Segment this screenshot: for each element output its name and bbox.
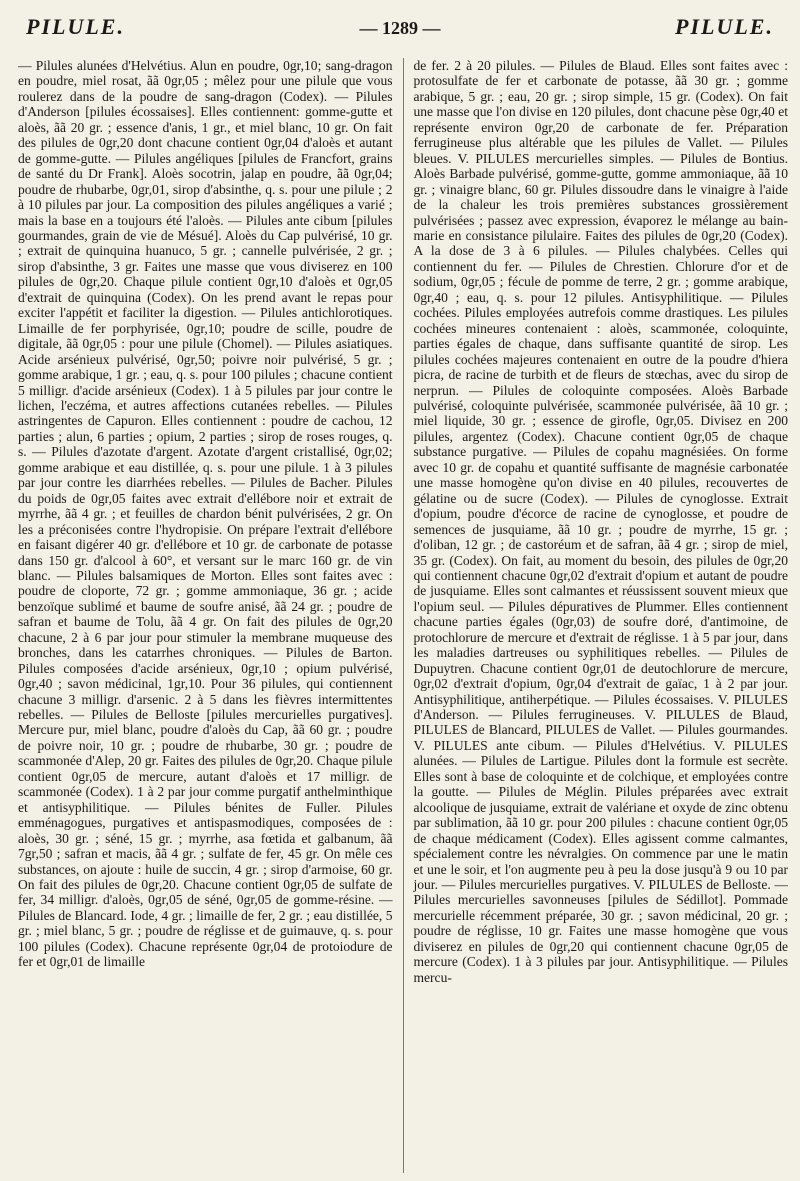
running-header <box>26 14 774 44</box>
left-column <box>18 58 403 1173</box>
right-column <box>403 58 789 1173</box>
page-number: — 1289 — <box>359 18 441 38</box>
header-right-word: PILULE. <box>675 14 774 39</box>
right-column-text: de fer. 2 à 20 pilules. — Pilules de Blaud. Elles sont faites avec : protosulfate de fer et carbonate de potasse, ãã 30 gr. ; gomme arabique, 5 gr. ; eau, 20 gr. ; sirop simple, 15 gr. (Codex). On fait une masse que l'on divise en 120 pilules, dont chacune pèse 0gr,40 et représente environ 0gr,20 de carbonate de fer. Préparation ferrugineuse plus altérable que les pilules de Vallet. — Pilules bleues. V. PILULES mercurielles simples. — Pilules de Bontius. Aloès Barbade pulvérisé, gomme-gutte, gomme ammoniaque, ãã 10 gr. ; vinaigre blanc, 60 gr. Pilules dissoudre dans le vinaigre à l'aide de la chaleur les trois premières substances grossièrement pulvérisées ; passez avec expression, évaporez le mélange au bain-marie en consistance pilulaire. Faites des pilules de 0gr,20 (Codex). A la dose de 3 à 6 pilules. — Pilules chalybées. Celles qui contiennent du fer. — Pilules de Chrestien. Chlorure d'or et de sodium, 0gr,05 ; fécule de pomme de terre, 2 gr. ; gomme arabique, 0gr,40 ; eau, q. s. pour 12 pilules. Antisyphilitique. — Pilules cochées. Pilules employées autrefois comme drastiques. Les pilules cochées mineures contenaient : aloès, scammonée, coloquinte, parties égales de chaque, dans suffisante quantité de sirop. Les pilules cochées majeures contenaient en outre de la poudre d'hiera picra, de racine de turbith et de fleurs de stœchas, avec du sirop de nerprun. — Pilules de coloquinte composées. Aloès Barbade pulvérisé, coloquinte pulvérisée, scammonée pulvérisée, ãã 10 gr. ; miel liquide, 30 gr. ; essence de girofle, 0gr,05. Divisez en 200 pilules, argentez (Codex). Chacune contient 0gr,05 de chaque substance purgative. — Pilules de copahu magnésiées. On forme avec 10 gr. de copahu et quantité suffisante de magnésie carbonatée une masse homogène qu'on divise en 40 pilules, recouvertes de gélatine ou de sucre (Codex). — Pilules de cynoglosse. Extrait d'opium, poudre d'écorce de racine de cynoglosse, et poudre de semences de jusquiame, ãã 10 gr. ; poudre de myrrhe, 15 gr. ; d'oliban, 12 gr. ; de castoréum et de safran, ãã 4 gr. ; sirop de miel, 35 gr. (Codex). On fait, au moment du besoin, des pilules de 0gr,20 qui contiennent chacune 0gr,02 d'extrait d'opium et autant de poudre de jusquiame. Elles sont calmantes et réussissent souvent mieux que l'opium seul. — Pilules dépuratives de Plummer. Elles contiennent chacune parties égales (0gr,03) de soufre doré, d'antimoine, de protochlorure de mercure et d'extrait de réglisse. 1 à 5 par jour, dans les maladies dartreuses ou syphilitiques rebelles. — Pilules de Dupuytren. Chacune contient 0gr,01 de deutochlorure de mercure, 0gr,02 d'extrait d'opium, 0gr,04 d'extrait de gaïac, 1 à 2 par jour. Antisyphilitique, antiherpétique. — Pilules écossaises. V. PILULES d'Anderson. — Pilules ferrugineuses. V. PILULES de Blaud, PILULES de Blancard, PILULES de Vallet. — Pilules gourmandes. V. PILULES ante cibum. — Pilules d'Helvétius. V. PILULES alunées. — Pilules de Lartigue. Pilules dont la formule est secrète. Elles sont à base de coloquinte et de colchique, et employées contre la goutte. — Pilules de Méglin. Pilules préparées avec extrait alcoolique de jusquiame, extrait de valériane et oxyde de zinc obtenu par sublimation, ãã 10 gr. pour 200 pilules : chacune contient 0gr,05 de chaque médicament (Codex). Elles agissent comme calmantes, spécialement contre les névralgies. On commence par une le matin et une le soir, et l'on augmente peu à peu la dose jusqu'à 9 ou 10 par jour. — Pilules mercurielles purgatives. V. PILULES de Belloste. — Pilules mercurielles savonneuses [pilules de Sédillot]. Pommade mercurielle récemment préparée, 30 gr. ; savon médicinal, 20 gr. ; poudre de réglisse, 10 gr. Faites une masse homogène que vous diviserez en pilules de 0gr,20 qui contiennent chacune 0gr,05 de mercure (Codex). 1 à 3 pilules par jour. Antisyphilitique. — Pilules mercu- <box>413 58 788 985</box>
two-column-body <box>18 58 788 1173</box>
header-left-word: PILULE. <box>26 14 125 39</box>
left-column-text: — Pilules alunées d'Helvétius. Alun en poudre, 0gr,10; sang-dragon en poudre, miel rosat, ãã 0gr,05 ; mêlez pour une pilule que vous roulerez dans de la poudre de sang-dragon (Codex). — Pilules d'Anderson [pilules écossaises]. Elles contiennent: gomme-gutte et aloès, ãã 20 gr. ; essence d'anis, 1 gr., et miel blanc, 10 gr. On fait des pilules de 0gr,20 dont chacune contient 0gr,04 d'aloès et autant de gomme-gutte. — Pilules angéliques [pilules de Francfort, grains de santé du Dr Frank]. Aloès socotrin, jalap en poudre, ãã 0gr,04; poudre de rhubarbe, 0gr,01, sirop d'absinthe, q. s. pour une pilule ; 2 à 10 pilules par jour. La composition des pilules angéliques a varié ; mais la base en a toujours été l'aloès. — Pilules ante cibum [pilules gourmandes, grain de vie de Mésué]. Aloès du Cap pulvérisé, 10 gr. ; extrait de quinquina huanuco, 5 gr. ; cannelle pulvérisée, 2 gr. ; sirop d'absinthe, 3 gr. Faites une masse que vous diviserez en 100 pilules de 0gr,20. Chaque pilule contient 0gr,10 d'aloès et 0gr,05 d'extrait de quinquina (Codex). On les prend avant le repas pour exciter l'appétit et faciliter la digestion. — Pilules antichlorotiques. Limaille de fer porphyrisée, 0gr,10; poudre de scille, poudre de digitale, ãã 0gr,05 : pour une pilule (Chomel). — Pilules asiatiques. Acide arsénieux pulvérisé, 0gr,50; poivre noir pulvérisé, 5 gr. ; gomme arabique, 1 gr. ; eau, q. s. pour 100 pilules ; chacune contient 5 milligr. d'acide arsénieux (Codex). 1 à 5 pilules par jour contre le lichen, l'eczéma, et autres affections cutanées rebelles. — Pilules astringentes de Capuron. Elles contiennent : poudre de cachou, 12 parties ; alun, 6 parties ; opium, 2 parties ; sirop de roses rouges, q. s. — Pilules d'azotate d'argent. Azotate d'argent cristallisé, 0gr,02; gomme arabique et eau distillée, q. s. pour une pilule. 1 à 3 pilules par jour contre les diarrhées rebelles. — Pilules de Bacher. Pilules du poids de 0gr,05 faites avec extrait d'ellébore noir et extrait de myrrhe, ãã 4 gr. ; et feuilles de chardon bénit pulvérisées, 2 gr. On les a préconisées contre l'hydropisie. On prépare l'extrait d'ellébore en faisant digérer 40 gr. d'ellébore et 10 gr. de carbonate de potasse dans 150 gr. d'alcool à 60°, et versant sur le marc 160 gr. de vin blanc. — Pilules balsamiques de Morton. Elles sont faites avec : poudre de cloporte, 72 gr. ; gomme ammoniaque, 36 gr. ; acide benzoïque sublimé et baume de soufre anisé, ãã 24 gr. ; poudre de safran et baume de Tolu, ãã 4 gr. On fait des pilules de 0gr,20 chacune, 2 à 6 par jour pour stimuler la membrane muqueuse des bronches, dans les catarrhes chroniques. — Pilules de Barton. Pilules composées d'acide arsénieux, 0gr,10 ; opium pulvérisé, 0gr,40 ; savon médicinal, 1gr,10. Pour 36 pilules, qui contiennent chacune 3 milligr. d'arsenic. 2 à 5 dans les fièvres intermittentes rebelles. — Pilules de Belloste [pilules mercurielles purgatives]. Mercure pur, miel blanc, poudre d'aloès du Cap, ãã 60 gr. ; poudre de poivre noir, 10 gr. ; poudre de rhubarbe, 30 gr. ; poudre de scammonée d'Alep, 20 gr. Faites des pilules de 0gr,20. Chaque pilule contient 0gr,05 de mercure, autant d'aloès et 17 milligr. de scammonée (Codex). 1 à 2 par jour comme purgatif anthelminthique et antisyphilitique. — Pilules bénites de Fuller. Pilules emménagogues, purgatives et antispasmodiques, composées de : aloès, 30 gr. ; séné, 15 gr. ; myrrhe, asa fœtida et galbanum, ãã 7gr,50 ; safran et macis, ãã 4 gr. ; sulfate de fer, 45 gr. On mêle ces substances, on ajoute : huile de succin, 4 gr. ; sirop d'armoise, 60 gr. On fait des pilules de 0gr,20. Chacune contient 0gr,05 de sulfate de fer, 34 milligr. d'aloès, 0gr,05 de séné, 0gr,05 de gomme-résine. — Pilules de Blancard. Iode, 4 gr. ; limaille de fer, 2 gr. ; eau distillée, 5 gr. ; miel blanc, 5 gr. ; poudre de réglisse et de guimauve, q. s. pour 100 pilules (Codex). Chacune représente 0gr,04 de protoiodure de fer et 0gr,01 de limaille <box>18 58 393 970</box>
